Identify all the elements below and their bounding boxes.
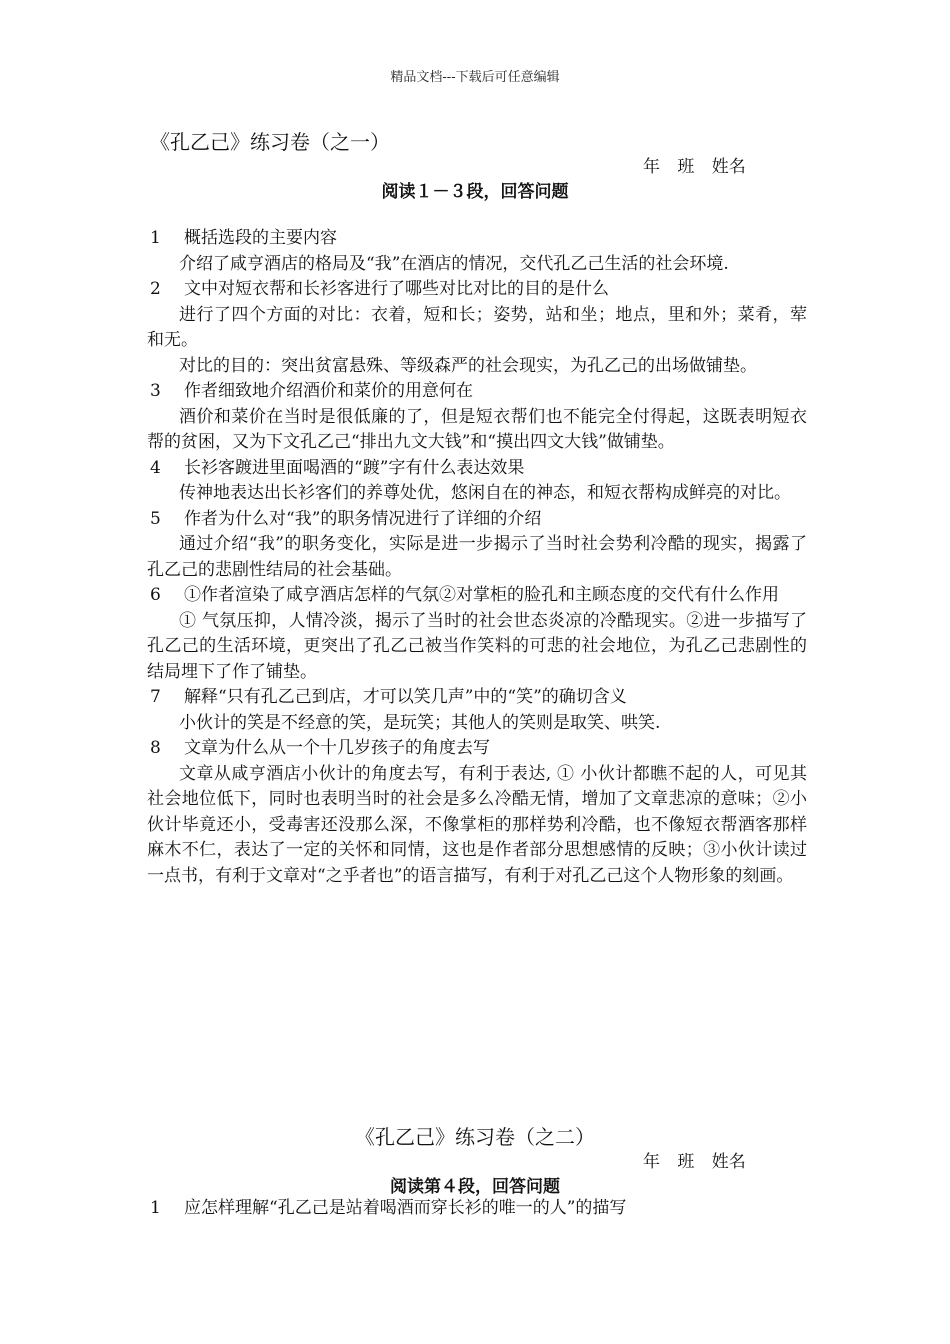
question-text: 文中对短衣帮和长衫客进行了哪些对比对比的目的是什么 <box>184 279 609 299</box>
qa-item-5 <box>147 507 807 584</box>
question-number: 2 <box>150 279 161 299</box>
worksheet-title-1: 《孔乙己》练习卷（之一） <box>150 130 390 154</box>
answer-text: 对比的目的：突出贫富悬殊、等级森严的社会现实，为孔乙己的出场做铺垫。 <box>179 355 757 376</box>
reading-instruction-2: 阅读第４段，回答问题 <box>390 1177 560 1197</box>
question-number: 7 <box>150 687 161 707</box>
question-number: 8 <box>150 738 161 758</box>
qa-item-1 <box>147 1196 807 1222</box>
question-number: 1 <box>150 228 161 248</box>
answer-text: 通过介绍“我”的职务变化，实际是进一步揭示了当时社会势利冷酷的现实，揭露了孔乙己的悲剧性结局的社会基础。 <box>147 534 807 580</box>
qa-item-7 <box>147 685 807 736</box>
class-name-fields-1: 年 班 姓名 <box>643 157 746 177</box>
question-text: 概括选段的主要内容 <box>184 228 337 248</box>
qa-list-2 <box>147 1196 807 1222</box>
question-number: 4 <box>150 457 161 478</box>
answer-text: 酒价和菜价在当时是很低廉的了，但是短衣帮们也不能完全付得起，这既表明短衣帮的贫困，又为下文孔乙己“排出九文大钱”和“摸出四文大钱”做铺垫。 <box>147 406 807 452</box>
qa-item-4 <box>147 456 807 507</box>
page-header: 精品文档---下载后可任意编辑 <box>390 70 560 85</box>
question-text: 解释“只有孔乙己到店，才可以笑几声”中的“笑”的确切含义 <box>184 687 627 707</box>
question-text: 应怎样理解“孔乙己是站着喝酒而穿长衫的唯一的人”的描写 <box>184 1198 627 1218</box>
qa-list-1 <box>147 226 807 889</box>
question-text: 作者细致地介绍酒价和菜价的用意何在 <box>184 381 473 401</box>
question-text: 作者为什么对“我”的职务情况进行了详细的介绍 <box>184 508 542 529</box>
reading-instruction-1: 阅读１－３段，回答问题 <box>381 182 569 202</box>
question-number: 3 <box>150 381 161 401</box>
answer-text: 小伙计的笑是不经意的笑，是玩笑；其他人的笑则是取笑、哄笑. <box>179 712 661 733</box>
class-name-fields-2: 年 班 姓名 <box>643 1152 746 1172</box>
question-text: 长衫客踱进里面喝酒的“踱”字有什么表达效果 <box>184 457 525 478</box>
question-number: 6 <box>150 585 161 605</box>
qa-item-3 <box>147 379 807 456</box>
answer-text: 文章从咸亨酒店小伙计的角度去写，有利于表达, ① 小伙计都瞧不起的人，可见其社会地位低下，同时也表明当时的社会是多么冷酷无情，增加了文章悲凉的意味；②小伙计毕竟还小，受毒害还没那么深，不像掌柜的那样势利冷酷，也不像短衣帮酒客那样麻木不仁，表达了一定的关怀和同情，这也是作者部分思想感情的反映；③小伙计读过一点书，有利于文章对“之乎者也”的语言描写，有利于对孔乙己这个人物形象的刻画。 <box>147 763 807 886</box>
answer-text: ① 气氛压抑，人情冷淡，揭示了当时的社会世态炎凉的冷酷现实。②进一步描写了孔乙己的生活环境，更突出了孔乙己被当作笑料的可悲的社会地位，为孔乙己悲剧性的结局埋下了作了铺垫。 <box>147 610 807 682</box>
qa-item-2 <box>147 277 807 379</box>
question-number: 1 <box>150 1198 161 1218</box>
question-text: ①作者渲染了咸亨酒店怎样的气氛②对掌柜的脸孔和主顾态度的交代有什么作用 <box>184 585 779 605</box>
qa-item-1 <box>147 226 807 277</box>
worksheet-title-2: 《孔乙己》练习卷（之二） <box>355 1125 595 1149</box>
question-number: 5 <box>150 508 161 529</box>
answer-text: 传神地表达出长衫客们的养尊处优，悠闲自在的神态，和短衣帮构成鲜亮的对比。 <box>179 483 791 503</box>
answer-text: 介绍了咸亨酒店的格局及“我”在酒店的情况，交代孔乙己生活的社会环境. <box>179 253 729 274</box>
answer-text: 进行了四个方面的对比：衣着，短和长；姿势，站和坐；地点，里和外；菜肴，荤和无。 <box>147 304 807 350</box>
qa-item-8 <box>147 736 807 889</box>
question-text: 文章为什么从一个十几岁孩子的角度去写 <box>184 738 490 758</box>
qa-item-6 <box>147 583 807 685</box>
